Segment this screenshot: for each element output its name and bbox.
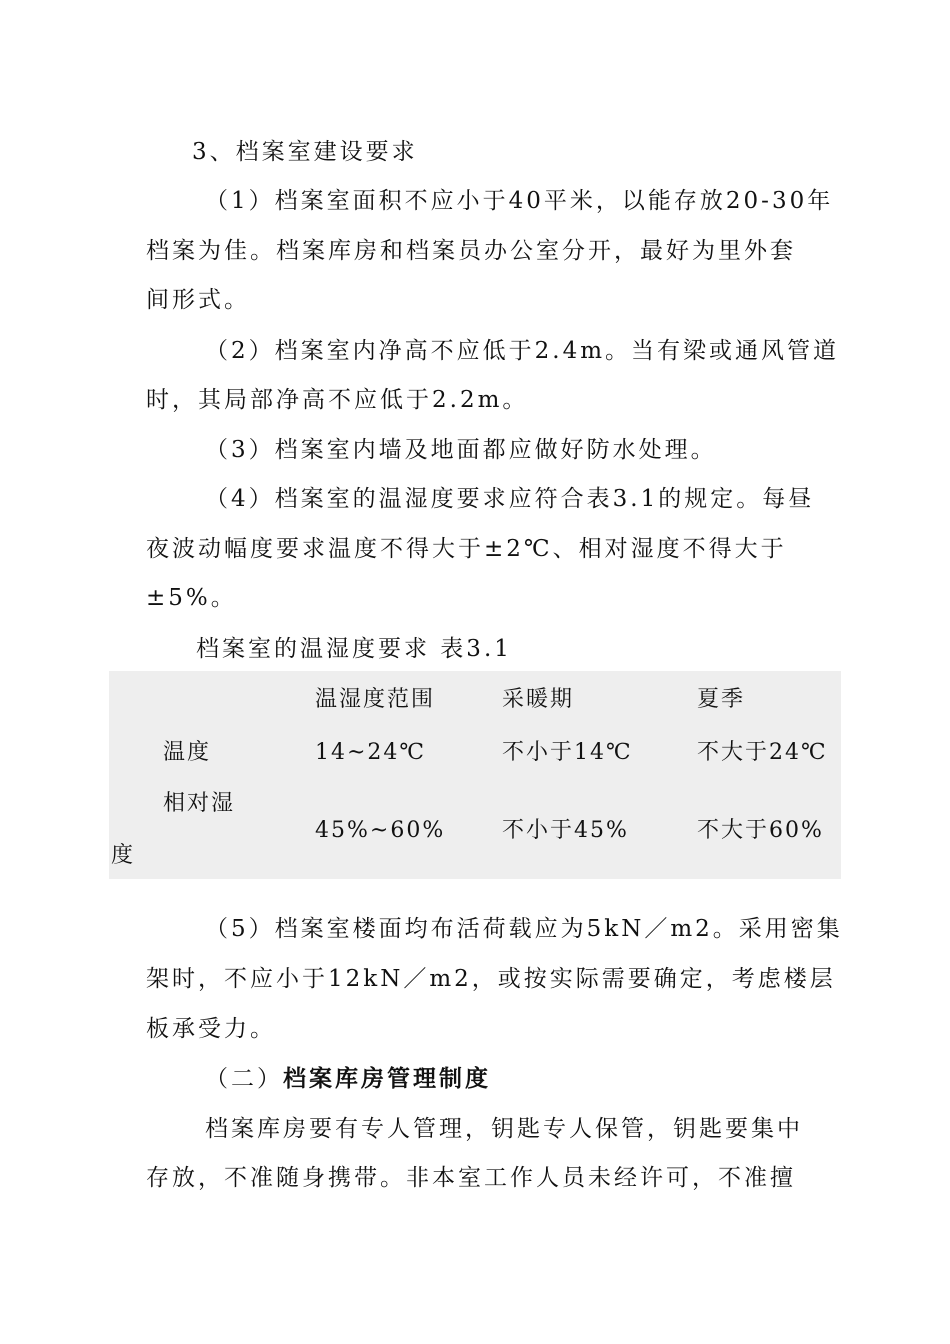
table-cell-humidity-heating: 不小于45% — [502, 818, 629, 843]
humidity-table — [109, 671, 841, 879]
table-header-range: 温湿度范围 — [315, 687, 436, 712]
table-cell-humidity-summer: 不大于60% — [697, 818, 824, 843]
section-heading: 3、档案室建设要求 — [192, 139, 418, 165]
paragraph-4-line-3: ±5%。 — [146, 585, 237, 611]
paragraph-5-line-1: （5）档案室楼面均布活荷载应为5kN／m2。采用密集 — [205, 916, 843, 942]
paragraph-4-line-1: （4）档案室的温湿度要求应符合表3.1的规定。每昼 — [205, 486, 815, 512]
paragraph-5-line-3: 板承受力。 — [146, 1016, 276, 1042]
paragraph-6-line-1: 档案库房要有专人管理，钥匙专人保管，钥匙要集中 — [205, 1116, 803, 1142]
subheading-prefix: （二） — [205, 1066, 283, 1092]
paragraph-2-line-1: （2）档案室内净高不应低于2.4m。当有梁或通风管道 — [205, 338, 840, 364]
paragraph-6-line-2: 存放，不准随身携带。非本室工作人员未经许可，不准擅 — [146, 1165, 796, 1191]
table-cell-temp-heating: 不小于14℃ — [502, 740, 633, 765]
table-cell-humidity-range: 45%~60% — [315, 818, 446, 843]
table-row-label-humidity-part2: 度 — [111, 843, 136, 868]
paragraph-3-line-1: （3）档案室内墙及地面都应做好防水处理。 — [205, 437, 717, 463]
table-row-label-temperature: 温度 — [163, 740, 212, 765]
paragraph-1-line-1: （1）档案室面积不应小于40平米，以能存放20-30年 — [205, 188, 834, 214]
paragraph-5-line-2: 架时，不应小于12kN／m2，或按实际需要确定，考虑楼层 — [146, 966, 836, 992]
paragraph-1-line-3: 间形式。 — [146, 287, 250, 313]
table-header-summer: 夏季 — [697, 687, 746, 712]
subheading-title: 档案库房管理制度 — [283, 1065, 491, 1092]
table-row-label-humidity-part1: 相对湿 — [163, 791, 236, 816]
table-caption: 档案室的温湿度要求 表3.1 — [196, 636, 512, 662]
table-cell-temp-range: 14~24℃ — [315, 740, 427, 765]
table-cell-temp-summer: 不大于24℃ — [697, 740, 828, 765]
paragraph-4-line-2: 夜波动幅度要求温度不得大于±2℃、相对湿度不得大于 — [146, 536, 787, 562]
paragraph-2-line-2: 时，其局部净高不应低于2.2m。 — [146, 387, 529, 413]
paragraph-1-line-2: 档案为佳。档案库房和档案员办公室分开，最好为里外套 — [146, 238, 796, 264]
subheading — [205, 1064, 491, 1094]
table-header-heating: 采暖期 — [502, 687, 575, 712]
